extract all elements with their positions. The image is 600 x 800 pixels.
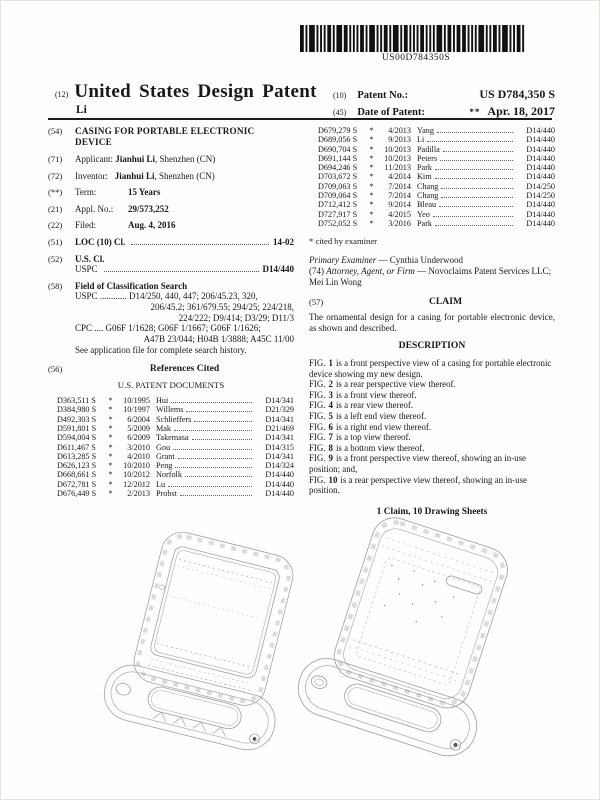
ref-examiner-star: * xyxy=(369,163,374,173)
dot-leader xyxy=(175,467,252,468)
fig-number: 4 xyxy=(328,400,333,411)
fig-number: 10 xyxy=(328,474,338,485)
field-54-title xyxy=(48,126,294,148)
fig-text: is a right end view thereof. xyxy=(335,421,432,432)
primary-examiner-label: Primary Examiner xyxy=(309,254,377,265)
ref-patent-number: D679,279 S xyxy=(318,126,358,135)
uspc-search-line: 224/222; D9/414; D3/29; D11/3 xyxy=(178,312,294,323)
loc-class-value: 14-02 xyxy=(273,236,294,247)
fig-number: 5 xyxy=(328,411,333,422)
ref-patent-number: D384,980 S xyxy=(57,405,97,415)
ref-date: 3/2016 xyxy=(388,218,411,228)
date-stars: ** xyxy=(469,107,481,117)
uspc-search-line: 206/45.2; 361/679.55; 294/25; 224/218, xyxy=(150,301,294,312)
inventor-name: Jianhui Li xyxy=(114,170,155,181)
fig-number: 8 xyxy=(328,442,333,453)
ref-classification: D14/440 xyxy=(265,470,294,480)
ref-patent-number: D709,063 S xyxy=(318,181,358,191)
fig-prefix: FIG. xyxy=(309,411,326,422)
reference-row xyxy=(57,396,294,405)
reference-row xyxy=(318,219,555,228)
header-right xyxy=(333,87,555,121)
figure-description xyxy=(309,422,555,433)
invention-title: CASING FOR PORTABLE ELECTRONIC DEVICE xyxy=(75,126,255,147)
ref-inventor-name: Mak xyxy=(156,423,172,433)
field-term xyxy=(48,187,294,198)
ref-classification: D14/440 xyxy=(526,209,555,219)
dot-leader xyxy=(131,244,269,245)
dot-leader xyxy=(433,216,513,217)
ref-examiner-star: * xyxy=(108,414,113,424)
field-tag: (**) xyxy=(48,187,63,198)
dot-leader xyxy=(104,271,259,272)
figure-description xyxy=(309,390,555,401)
dot-leader xyxy=(180,495,252,496)
ref-inventor-name: Hui xyxy=(156,396,169,406)
ref-date: 9/2013 xyxy=(388,135,411,145)
field-22-filed xyxy=(48,220,294,231)
term-value: 15 Years xyxy=(128,187,161,198)
ref-classification: D14/440 xyxy=(265,489,294,499)
claim-heading: CLAIM xyxy=(428,295,463,307)
ref-classification: D14/440 xyxy=(526,163,555,173)
fig-prefix: FIG. xyxy=(309,421,326,432)
ref-patent-number: D591,801 S xyxy=(57,423,97,433)
reference-row xyxy=(318,182,555,191)
field-tag: (57) xyxy=(309,296,324,307)
fig-text: is a left end view thereof. xyxy=(335,411,427,422)
dot-leader xyxy=(174,430,252,431)
ref-examiner-star: * xyxy=(369,153,374,163)
reference-row xyxy=(57,415,294,424)
fig-number: 1 xyxy=(328,358,333,369)
dot-leader xyxy=(435,169,513,170)
ref-date: 10/2013 xyxy=(384,144,411,154)
left-column xyxy=(48,126,294,517)
us-patent-documents-heading: U.S. PATENT DOCUMENTS xyxy=(117,379,225,390)
ref-inventor-name: Yeo xyxy=(417,209,430,219)
primary-examiner-line xyxy=(309,255,555,266)
ref-examiner-star: * xyxy=(369,209,374,219)
fig-number: 9 xyxy=(328,453,333,464)
ref-patent-number: D709,064 S xyxy=(318,191,358,201)
field-tag: (71) xyxy=(48,154,63,164)
field-tag: (52) xyxy=(48,253,63,264)
ref-patent-number: D363,511 S xyxy=(57,396,96,406)
ref-classification: D14/324 xyxy=(265,461,294,471)
fig-number: 6 xyxy=(328,421,333,432)
inventor-label: Inventor: xyxy=(75,170,108,181)
dot-leader xyxy=(441,188,513,189)
ref-inventor-name: Schlieffers xyxy=(156,414,192,424)
ref-inventor-name: Peng xyxy=(156,461,173,471)
fig-text: is a front perspective view thereof, showing an in-use position; and, xyxy=(309,453,526,474)
ref-date: 12/2012 xyxy=(123,479,150,489)
reference-row xyxy=(57,433,294,442)
ref-patent-number: D691,144 S xyxy=(318,153,358,163)
barcode-bars xyxy=(300,25,524,52)
ref-examiner-star: * xyxy=(108,479,113,489)
figure-description xyxy=(309,358,555,379)
ref-date: 11/2013 xyxy=(384,163,411,173)
tag-10: (10) xyxy=(333,91,347,100)
ref-date: 4/2014 xyxy=(388,172,411,182)
ref-patent-number: D676,449 S xyxy=(57,489,97,499)
search-field-label: Field of Classification Search xyxy=(75,280,188,291)
document-type: United States Design Patent xyxy=(74,81,317,102)
ref-inventor-name: Park xyxy=(417,163,433,173)
uspc-label: USPC xyxy=(75,264,98,275)
dot-leader xyxy=(435,225,513,226)
attorney-label: Attorney, Agent, or Firm xyxy=(326,265,415,276)
ref-examiner-star: * xyxy=(108,433,113,443)
ref-examiner-star: * xyxy=(108,470,113,480)
figure-descriptions xyxy=(309,358,555,496)
fig-text: is a rear perspective view thereof, showing an in-use position. xyxy=(309,474,527,496)
cited-by-examiner-note: * cited by examiner xyxy=(309,236,378,247)
dot-leader xyxy=(435,178,513,179)
ref-examiner-star: * xyxy=(369,135,374,145)
ref-patent-number: D689,056 S xyxy=(318,135,358,145)
term-label: Term: xyxy=(75,187,97,198)
barcode-text: US00D784350S xyxy=(381,53,451,63)
reference-row xyxy=(57,443,294,452)
figure-description xyxy=(309,400,555,411)
fig-text: is a front perspective view of a casing for portable electronic device showing my new design. xyxy=(309,358,552,379)
reference-row xyxy=(318,191,555,200)
ref-classification: D21/329 xyxy=(265,405,294,415)
ref-examiner-star: * xyxy=(369,126,374,135)
ref-classification: D14/341 xyxy=(265,414,294,424)
fig-prefix: FIG. xyxy=(309,379,326,390)
field-tag: (56) xyxy=(48,363,63,374)
fig-number: 3 xyxy=(328,389,333,400)
field-tag: (51) xyxy=(48,236,63,247)
ref-examiner-star: * xyxy=(108,396,113,406)
tag-45: (45) xyxy=(333,108,347,117)
claim-heading-row xyxy=(309,297,555,308)
ref-classification: D14/440 xyxy=(526,200,555,210)
reference-row xyxy=(318,154,555,163)
ref-patent-number: D668,661 S xyxy=(57,470,97,480)
ref-date: 10/1995 xyxy=(123,396,150,406)
barcode-block xyxy=(296,25,536,63)
ref-date: 7/2014 xyxy=(388,181,411,191)
ref-date: 4/2015 xyxy=(388,209,411,219)
uspc-search-line: USPC ............ D14/250, 440, 447; 206/45.23, 320, xyxy=(75,291,258,302)
inventor-surname: Li xyxy=(76,104,87,116)
filed-label: Filed: xyxy=(75,220,97,231)
fig-text: is a rear perspective view thereof. xyxy=(335,379,456,390)
reference-row xyxy=(57,452,294,461)
fig-text: is a top view thereof. xyxy=(335,432,411,443)
ref-patent-number: D626,123 S xyxy=(57,461,97,471)
fig-text: is a bottom view thereof. xyxy=(335,442,425,453)
reference-row xyxy=(318,145,555,154)
ref-inventor-name: Peters xyxy=(417,153,438,163)
ref-date: 4/2013 xyxy=(388,126,411,135)
ref-inventor-name: Willems xyxy=(156,405,184,415)
ref-inventor-name: Li xyxy=(417,135,425,145)
ref-examiner-star: * xyxy=(369,218,374,228)
dot-leader xyxy=(439,206,513,207)
loc-class-label: LOC (10) Cl. xyxy=(75,236,126,247)
fig-number: 2 xyxy=(328,379,333,390)
patent-date: Apr. 18, 2017 xyxy=(487,104,555,118)
ref-examiner-star: * xyxy=(108,461,113,471)
applicant-label: Applicant: xyxy=(75,154,113,164)
dot-leader xyxy=(178,458,252,459)
fig-prefix: FIG. xyxy=(309,432,326,443)
drawing-figure-rear-perspective xyxy=(294,498,522,790)
dot-leader xyxy=(437,132,513,133)
ref-examiner-star: * xyxy=(108,405,113,415)
ref-inventor-name: Grant xyxy=(156,451,175,461)
ref-examiner-star: * xyxy=(108,423,113,433)
figure-description xyxy=(309,432,555,443)
field-52-us-class xyxy=(48,254,294,275)
figure-description xyxy=(309,379,555,390)
ref-patent-number: D712,412 S xyxy=(318,200,358,210)
claim-text: The ornamental design for a casing for portable electronic device, as shown and described. xyxy=(309,312,555,334)
patent-number: US D784,350 S xyxy=(479,87,555,101)
references-table-right xyxy=(309,126,555,228)
ref-classification: D14/440 xyxy=(526,172,555,182)
reference-row xyxy=(318,200,555,209)
ref-examiner-star: * xyxy=(108,442,113,452)
ref-patent-number: D672,781 S xyxy=(57,479,97,489)
figure-description xyxy=(309,411,555,422)
field-tag: (22) xyxy=(48,220,63,231)
dot-leader xyxy=(192,439,252,440)
dot-leader xyxy=(168,486,252,487)
ref-patent-number: D752,052 S xyxy=(318,218,358,228)
ref-classification: D14/250 xyxy=(526,181,555,191)
ref-examiner-star: * xyxy=(369,144,374,154)
applicant-location: , Shenzhen (CN) xyxy=(155,154,216,164)
tag-12: (12) xyxy=(55,90,69,99)
ref-patent-number: D492,303 S xyxy=(57,414,97,424)
figure-description xyxy=(309,443,555,454)
field-21-appl-no xyxy=(48,204,294,215)
dot-leader xyxy=(427,141,513,142)
ref-patent-number: D694,246 S xyxy=(318,163,358,173)
dot-leader xyxy=(194,421,252,422)
ref-classification: D14/440 xyxy=(526,126,555,135)
body-columns xyxy=(48,126,555,517)
reference-row xyxy=(57,461,294,470)
references-cited-heading-row xyxy=(48,364,294,375)
field-tag: (74) xyxy=(309,265,324,276)
ref-inventor-name: Kim xyxy=(417,172,432,182)
reference-row xyxy=(57,424,294,433)
us-class-label: U.S. Cl. xyxy=(75,253,105,264)
ref-date: 6/2009 xyxy=(127,433,150,443)
reference-row xyxy=(57,470,294,479)
reference-row xyxy=(318,210,555,219)
fig-text: is a rear view thereof. xyxy=(335,400,414,411)
description-heading: DESCRIPTION xyxy=(398,340,466,352)
reference-row xyxy=(318,126,555,135)
appl-no-value: 29/573,252 xyxy=(128,203,169,214)
ref-date: 10/2012 xyxy=(123,470,150,480)
ref-patent-number: D613,285 S xyxy=(57,451,97,461)
ref-classification: D14/440 xyxy=(526,218,555,228)
ref-date: 10/2010 xyxy=(123,461,150,471)
dot-leader xyxy=(441,197,513,198)
ref-date: 9/2014 xyxy=(388,200,411,210)
ref-date: 3/2010 xyxy=(127,442,150,452)
reference-row xyxy=(57,489,294,498)
appl-no-label: Appl. No.: xyxy=(75,203,114,214)
ref-date: 7/2014 xyxy=(388,191,411,201)
ref-examiner-star: * xyxy=(369,172,374,182)
barcode xyxy=(296,25,536,52)
ref-date: 4/2010 xyxy=(127,451,150,461)
field-71-applicant xyxy=(48,154,294,165)
fig-prefix: FIG. xyxy=(309,474,326,485)
ref-inventor-name: Padilla xyxy=(417,144,440,154)
ref-patent-number: D727,917 S xyxy=(318,209,358,219)
reference-row xyxy=(318,163,555,172)
field-tag: (72) xyxy=(48,170,63,181)
field-tag: (54) xyxy=(48,126,63,136)
field-tag: (21) xyxy=(48,203,63,214)
ref-date: 2/2013 xyxy=(127,489,150,499)
dot-leader xyxy=(440,160,513,161)
fig-prefix: FIG. xyxy=(309,400,326,411)
ref-inventor-name: Chang xyxy=(417,191,439,201)
ref-examiner-star: * xyxy=(108,489,113,499)
ref-examiner-star: * xyxy=(369,200,374,210)
ref-date: 6/2004 xyxy=(127,414,150,424)
field-58-search xyxy=(48,281,294,356)
inventor-location: , Shenzhen (CN) xyxy=(154,170,215,181)
uspc-value: D14/440 xyxy=(262,264,294,275)
references-table-left xyxy=(48,396,294,498)
ref-inventor-name: Probst xyxy=(156,489,177,499)
reference-row xyxy=(318,135,555,144)
claims-sheets-summary: 1 Claim, 10 Drawing Sheets xyxy=(376,506,488,517)
ref-patent-number: D703,672 S xyxy=(318,172,358,182)
ref-examiner-star: * xyxy=(369,191,374,201)
right-column xyxy=(309,126,555,517)
dot-leader xyxy=(171,402,252,403)
cpc-search-line: CPC .... G06F 1/1628; G06F 1/1667; G06F 1/1626; xyxy=(75,323,261,334)
header-rule xyxy=(48,118,552,120)
dot-leader xyxy=(173,449,252,450)
ref-inventor-name: Lu xyxy=(156,479,166,489)
fig-prefix: FIG. xyxy=(309,389,326,400)
ref-classification: D14/440 xyxy=(526,144,555,154)
ref-date: 5/2009 xyxy=(127,423,150,433)
figure-description xyxy=(309,453,555,474)
figure-description xyxy=(309,475,555,496)
field-72-inventor xyxy=(48,171,294,182)
ref-date: 10/1997 xyxy=(123,405,150,415)
reference-row xyxy=(57,405,294,414)
fig-prefix: FIG. xyxy=(309,453,326,464)
ref-inventor-name: Takemasa xyxy=(156,433,189,443)
ref-inventor-name: Park xyxy=(417,218,433,228)
ref-inventor-name: Gou xyxy=(156,442,171,452)
attorney-line xyxy=(309,266,555,288)
fig-number: 7 xyxy=(328,432,333,443)
ref-examiner-star: * xyxy=(369,181,374,191)
ref-classification: D14/440 xyxy=(526,153,555,163)
reference-row xyxy=(57,480,294,489)
ref-classification: D14/341 xyxy=(265,396,294,406)
ref-date: 10/2013 xyxy=(384,153,411,163)
fig-prefix: FIG. xyxy=(309,358,326,369)
date-of-patent-label: Date of Patent: xyxy=(357,107,425,118)
field-51-loc-class xyxy=(48,237,294,248)
ref-classification: D14/440 xyxy=(526,135,555,145)
fig-prefix: FIG. xyxy=(309,442,326,453)
ref-patent-number: D690,704 S xyxy=(318,144,358,154)
header-left xyxy=(55,81,317,116)
applicant-name: Jianhui Li xyxy=(115,154,156,164)
reference-row xyxy=(318,172,555,181)
ref-classification: D14/341 xyxy=(265,451,294,461)
filed-value: Aug. 4, 2016 xyxy=(128,220,176,231)
ref-patent-number: D594,004 S xyxy=(57,433,97,443)
cpc-search-line: A47B 23/044; H04B 1/3888; A45C 11/00 xyxy=(143,333,294,344)
ref-classification: D14/440 xyxy=(265,479,294,489)
ref-inventor-name: Yang xyxy=(417,126,434,135)
ref-classification: D14/341 xyxy=(265,433,294,443)
ref-classification: D21/469 xyxy=(265,423,294,433)
drawing-area xyxy=(1,498,600,798)
drawing-figure-front-perspective xyxy=(99,502,304,798)
dot-leader xyxy=(185,476,252,477)
fig-text: is a front view thereof. xyxy=(335,389,417,400)
ref-inventor-name: Chang xyxy=(417,181,439,191)
ref-inventor-name: Bleau xyxy=(417,200,437,210)
ref-patent-number: D611,467 S xyxy=(57,442,96,452)
dot-leader xyxy=(443,151,513,152)
field-tag: (58) xyxy=(48,280,63,291)
ref-classification: D14/315 xyxy=(265,442,294,452)
primary-examiner-name: — Cynthia Underwood xyxy=(378,254,463,265)
ref-examiner-star: * xyxy=(108,451,113,461)
attorney-firm: — Novoclaims Patent Services LLC; Mei Lin Wong xyxy=(309,265,552,287)
search-history-note: See application file for complete search history. xyxy=(75,345,247,356)
ref-inventor-name: Norfolk xyxy=(156,470,182,480)
ref-classification: D14/250 xyxy=(526,191,555,201)
references-cited-heading: References Cited xyxy=(149,362,220,374)
patent-no-label: Patent No.: xyxy=(357,90,409,101)
dot-leader xyxy=(186,411,252,412)
